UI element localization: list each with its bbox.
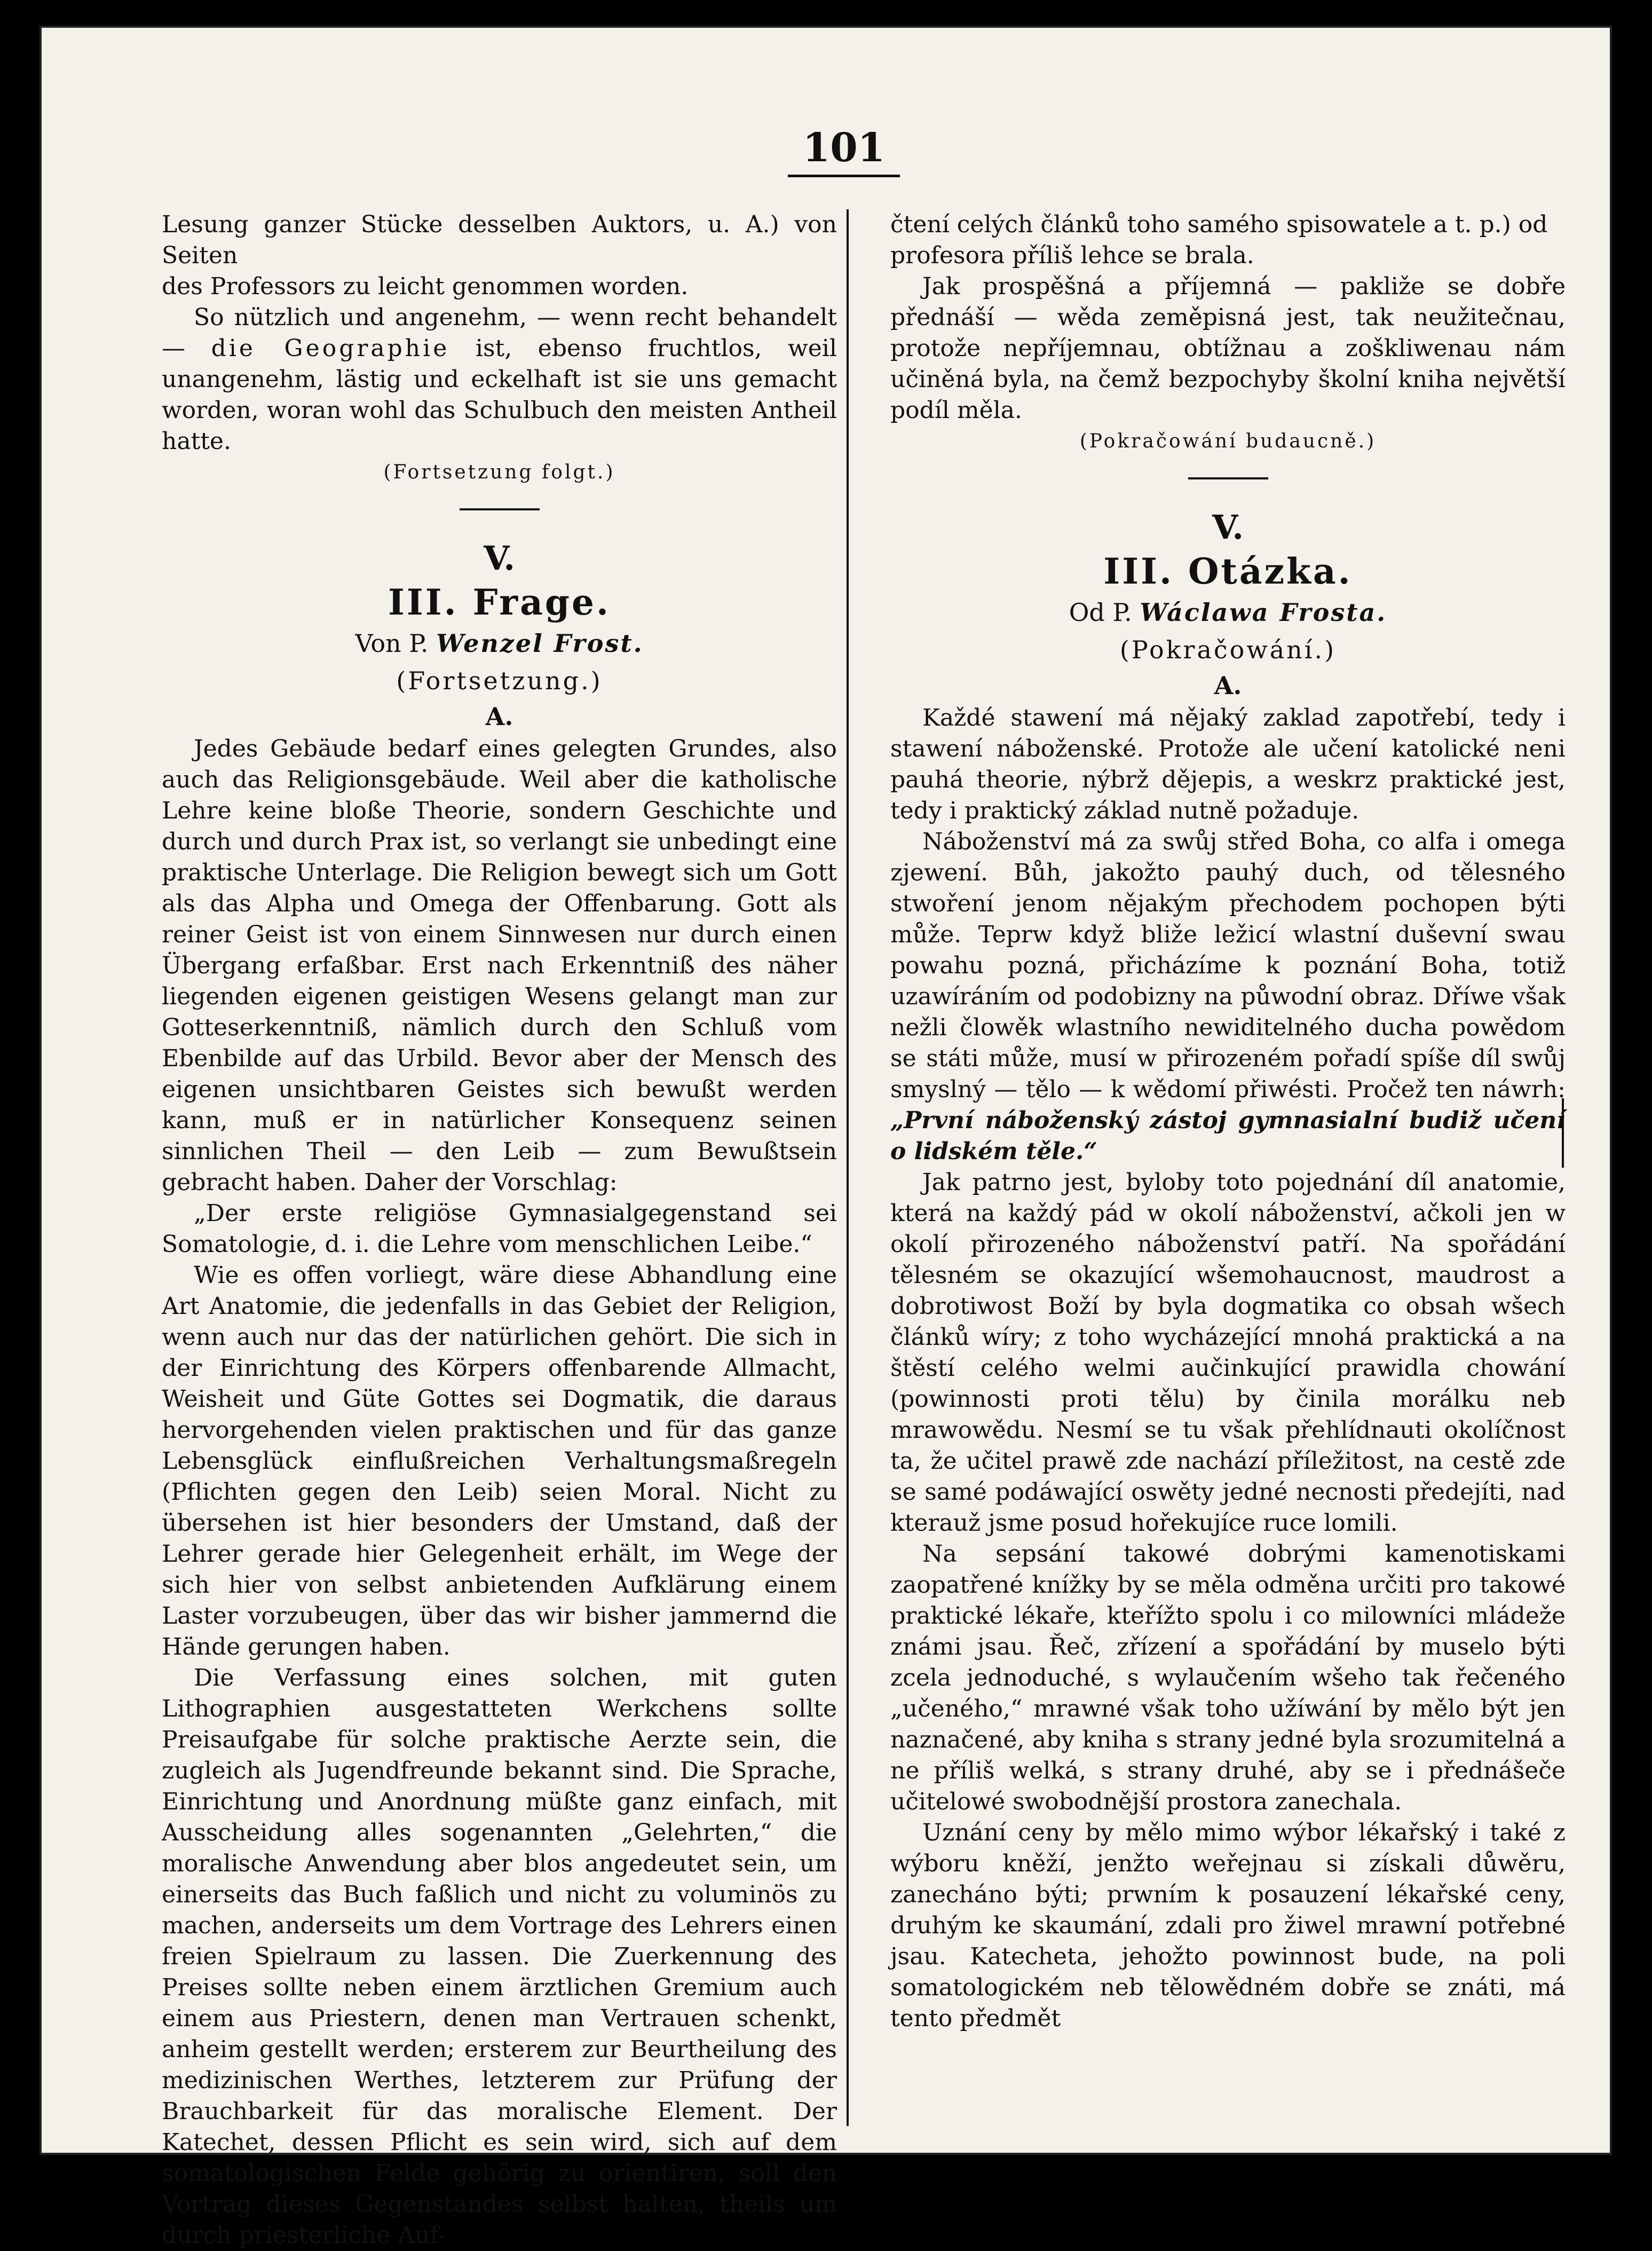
paragraph-1: Každé stawení má nějaký zaklad zapotřebí, tedy i stawení náboženské. Protože ale učení katolické neni pauhá theorie, nýbrž dějepis, a weskrz praktické jest, tedy i praktický základ nutně požaduje.: [890, 704, 1566, 824]
page-number: 101: [788, 121, 900, 177]
author-name: Wáclawa Frosta.: [1140, 598, 1387, 627]
article-author: [162, 625, 837, 662]
column-divider: [847, 209, 849, 2126]
paragraph-3: Die Verfassung eines solchen, mit guten Lithographien ausgestatteten Werkchens sollte Preisaufgabe für solche praktische Aerzte sein, die zugleich als Jugendfreunde bekannt sind. Die Sprache, Einrichtung und Anordnung müßte ganz einfach, mit Ausscheidung alles sogenannten „Gelehrten,“ die moralische Anwendung aber blos angedeutet sein, um einerseits das Buch faßlich und nicht zu voluminös zu machen, anderseits um dem Vortrage des Lehrers einen freien Spielraum zu lassen. Die Zuerkennung des Preises sollte neben einem ärztlichen Gremium auch einem aus Priestern, denen man Vertrauen schenkt, anheim gestellt werden; ersterem zur Beurtheilung des medizinischen Werthes, letzterem zur Prüfung der Brauchbarkeit für das moralische Element. Der Katechet, dessen Pflicht es sein wird, sich auf dem somatologischen Felde gehörig zu orientiren, soll den Vortrag dieses Gegenstandes selbst halten, theils um durch priesterliche Auf-: [162, 1664, 837, 2249]
title-word: Frage.: [472, 581, 611, 623]
continuation-label: (Fortsetzung.): [396, 666, 603, 695]
continuation-line-1: Lesung ganzer Stücke desselben Auktors, u. A.) von Seiten: [162, 211, 837, 269]
czech-column: [890, 209, 1566, 2034]
section-rule: [1188, 477, 1268, 479]
emphasized-quote: „První náboženský zástoj gymnasialní budiž učení o lidském těle.“: [890, 1107, 1566, 1165]
section-a-heading: A.: [1214, 671, 1242, 700]
section-a-heading: A.: [485, 702, 513, 731]
paragraph-2: Wie es offen vorliegt, wäre diese Abhandlung eine Art Anatomie, die jedenfalls in das Gebiet der Religion, wenn auch nur das der natürlichen gehört. Die sich in der Einrichtung des Körpers offenbarende Allmacht, Weisheit und Güte Gottes sei Dogmatik, die daraus hervorgehenden vielen praktischen und für das ganze Lebensglück einflußreichen Verhaltungsmaßregeln (Pflichten gegen den Leib) seien Moral. Nicht zu übersehen ist hier besonders der Umstand, daß der Lehrer gerade hier Gelegenheit erhält, im Wege der sich hier von selbst anbietenden Aufklärung einem Laster vorzubeugen, über das wir bisher jammernd die Hände gerungen haben.: [162, 1262, 837, 1660]
section-roman: V.: [484, 539, 515, 578]
section-rule: [460, 508, 540, 510]
continuation-line-2: des Professors zu leicht genommen worden.: [162, 273, 689, 300]
geography-paragraph-b: ist, ebenso fruchtlos, weil unangenehm, lästig und eckelhaft ist sie uns gemacht worden, woran wohl das Schulbuch den meisten Antheil hatte.: [162, 335, 837, 455]
paragraph-4: Na sepsání takowé dobrými kamenotiskami zaopatřené knížky by se měla odměna určiti pro takowé praktické lékaře, kteřížto spolu i co milowníci mládeže známi jsau. Řeč, zřízení a spořádání by muselo býti zcela jednoduché, s wylaučením wšeho tak řečeného „učeného,“ mrawné však toho užíwání by mělo být jen naznačené, aby kniha s strany jedné byla srozumitelná a ne příliš welká, s strany druhé, aby se i přednášeče učitelowé swobodnější prostora zanechala.: [890, 1540, 1566, 1815]
german-column: [162, 209, 837, 2251]
title-number: III.: [388, 581, 459, 623]
section-roman: V.: [1212, 508, 1244, 547]
article-author: [890, 594, 1566, 631]
article-title: [890, 549, 1566, 594]
geography-paragraph: Jak prospěšná a příjemná — pakliže se dobře přednáší — wěda zeměpisná jest, tak neužitečnau, protože nepříjemnau, obtížnau a zoškliwenau nám učiněná byla, na čemž bezpochyby školní kniha největší podíl měla.: [890, 273, 1566, 424]
paragraph-2-text: Náboženství má za swůj střed Boha, co alfa i omega zjewení. Bůh, jakožto pauhý duch, od tělesného stwoření jenom nějakým přechodem pochopen býti může. Teprw když bliže ležicí wlastní duševní swau powahu pozná, přicházíme k poznání Boha, totiž uzawíráním od podobizny na půwodní obraz. Dříwe však nežli člowěk wlastního newiditelného ducha powědom se státi může, musí w přirozeném pořadí spíše díl swůj smyslný — tělo — k wědomí přiwésti. Pročež ten náwrh:: [890, 828, 1566, 1103]
continuation-label: (Pokračowání.): [1119, 635, 1337, 664]
author-name: Wenzel Frost.: [436, 629, 644, 658]
author-prefix: Od P.: [1069, 598, 1132, 627]
paragraph-1: Jedes Gebäude bedarf eines gelegten Grundes, also auch das Religionsgebäude. Weil aber die katholische Lehre keine bloße Theorie, sondern Geschichte und durch und durch Prax ist, so verlangt sie unbedingt eine praktische Unterlage. Die Religion bewegt sich um Gott als das Alpha und Omega der Offenbarung. Gott als reiner Geist ist von einem Sinnwesen nur durch einen Übergang erfaßbar. Erst nach Erkenntniß des näher liegenden eigenen geistigen Wesens gelangt man zur Gotteserkenntniß, nämlich durch den Schluß vom Ebenbilde auf das Urbild. Bevor aber der Mensch des eigenen unsichtbaren Geistes sich bewußt werden kann, muß er in natürlicher Konsequenz seinen sinnlichen Theil — den Leib — zum Bewußtsein gebracht haben. Daher der Vorschlag:: [162, 735, 837, 1196]
title-number: III.: [1103, 550, 1174, 592]
document-page: [42, 28, 1610, 2249]
paragraph-3: Jak patrno jest, byloby toto pojednání díl anatomie, která na každý pád w okolí náboženství, ačkoli jen w okolí přirozeného náboženství patří. Na spořádání tělesném se okazující wšemohaucnost, maudrost a dobrotiwost Boží by byla dogmatika co obsah wšech článků wíry; z toho wycházející mnohá praktická a na štěstí celého welmi aučinkující prawidla chowání (powinnosti proti tělu) by činila morálku neb mrawowědu. Nesmí se tu však přehlídnauti okolíčnost ta, že učitel prawě zde nachází příležitost, na cestě zde se samé podáwající oswěty jedné necnosti předejíti, nad kterauž jsme posud hořekujíce ruce lomili.: [890, 1169, 1566, 1537]
author-prefix: Von P.: [355, 629, 429, 658]
paragraph-5: Uznání ceny by mělo mimo wýbor lékařský i také z wýboru kněží, jenžto weřejnau si získali důwěru, zanecháno býti; prwním k posauzení lékařské ceny, druhým ke skaumání, zdali pro žiwel mrawní potřebné jsau. Katecheta, jehožto powinnost bude, na poli somatologickém neb tělowědném dobře se znáti, má tento předmět: [890, 1819, 1566, 2032]
article-title: [162, 580, 837, 625]
geography-paragraph: [162, 302, 837, 457]
geography-term: die Geographie: [211, 335, 450, 362]
continuation-line-1: čtení celých článků toho samého spisowatele a t. p.) od: [890, 211, 1548, 238]
geography-paragraph-a: So nützlich und angenehm, — wenn recht behandelt —: [162, 304, 837, 362]
continued-note: (Fortsetzung folgt.): [383, 461, 615, 483]
paragraph-2: [890, 827, 1566, 1167]
quote-paragraph: „Der erste religiöse Gymnasialgegenstand sei Somatologie, d. i. die Lehre vom menschlichen Leibe.“: [162, 1200, 837, 1258]
continued-note: (Pokračowání budaucně.): [1079, 430, 1377, 452]
title-word: Otázka.: [1188, 550, 1353, 592]
continuation-line-2: profesora příliš lehce se brala.: [890, 242, 1254, 269]
